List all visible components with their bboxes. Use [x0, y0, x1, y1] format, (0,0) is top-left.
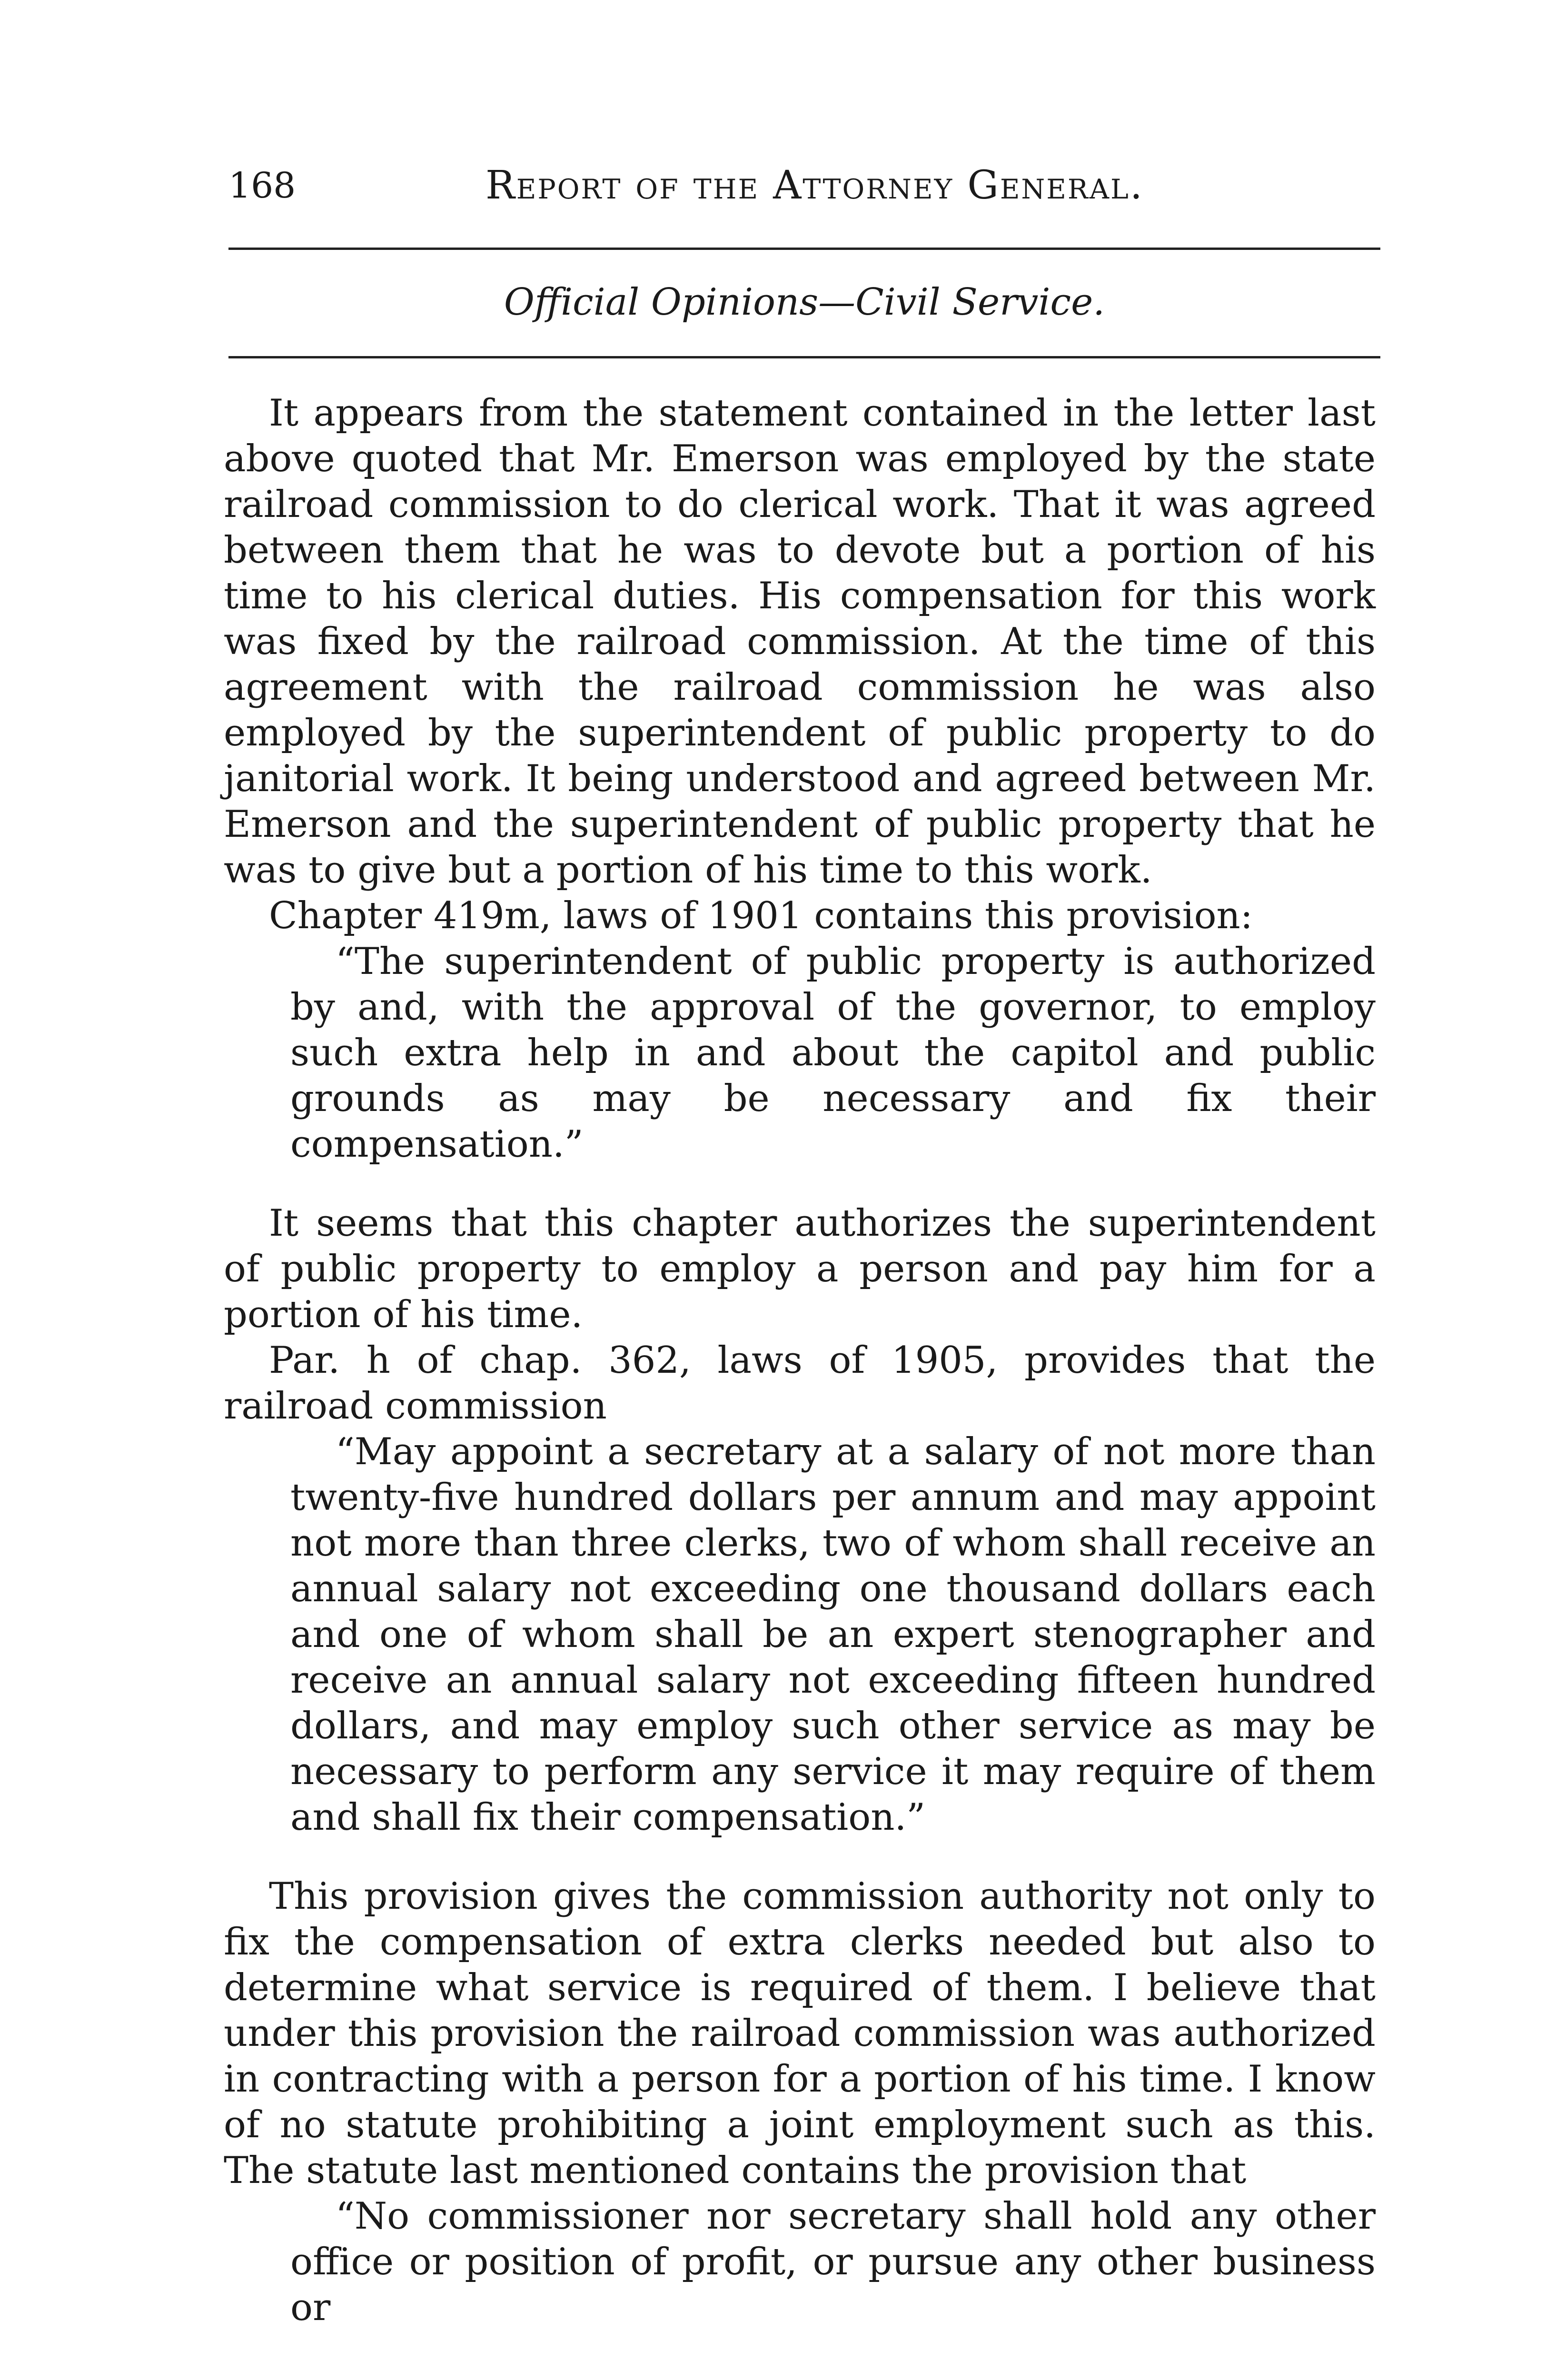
running-title: Report of the Attorney General.: [486, 163, 1144, 208]
quote-railroad-commission-provision: “May appoint a secretary at a salary of not more than twenty-five hundred dollars per annum and may appoint not more than three clerks, two of whom shall receive an annual salary not exceeding one thousand dollars each and one of whom shall be an expert stenographer and receive an annual salary not exceeding fifteen hundred dollars, and may employ such other service as may be necessary to perform any service it may require of them and shall fix their compensation.”: [290, 1430, 1376, 1839]
quote-no-commissioner: “No commissioner nor secretary shall hold any other office or position of profit, or pursue any other business or: [290, 2195, 1376, 2329]
body-text: [224, 390, 1376, 2330]
paragraph-chap-362: Par. h of chap. 362, laws of 1905, provides that the railroad commission: [224, 1339, 1376, 1428]
page-number: 168: [228, 165, 296, 206]
quote-superintendent-provision: “The superintendent of public property is authorized by and, with the approval of the governor, to employ such extra help in and about the capitol and public grounds as may be necessary and fix their compensation.”: [290, 940, 1376, 1166]
running-head: [228, 157, 1380, 214]
header-rule-top: [228, 248, 1380, 250]
paragraph-chapter-authorizes: It seems that this chapter authorizes the superintendent of public property to employ a person and pay him for a portion of his time.: [224, 1202, 1376, 1336]
paragraph-commission-authority: This provision gives the commission authority not only to fix the compensation of extra clerks needed but also to determine what service is required of them. I believe that under this provision the railroad commission was authorized in contracting with a person for a portion of his time. I know of no statute prohibiting a joint employment such as this. The statute last mentioned contains the provision that: [224, 1875, 1376, 2192]
section-title: Official Opinions—Civil Service.: [504, 281, 1105, 324]
header-rule-bottom: [228, 356, 1380, 358]
paragraph-chapter-419m: Chapter 419m, laws of 1901 contains this provision:: [269, 894, 1253, 937]
paragraph-emerson-facts: It appears from the statement contained in the letter last above quoted that Mr. Emerson was employed by the state railroad commission to do clerical work. That it was agreed between them that he was to devote but a portion of his time to his clerical duties. His compensation for this work was fixed by the railroad commission. At the time of this agreement with the railroad commission he was also employed by the superintendent of public property to do janitorial work. It being understood and agreed between Mr. Emerson and the superintendent of public property that he was to give but a portion of his time to this work.: [224, 392, 1376, 892]
